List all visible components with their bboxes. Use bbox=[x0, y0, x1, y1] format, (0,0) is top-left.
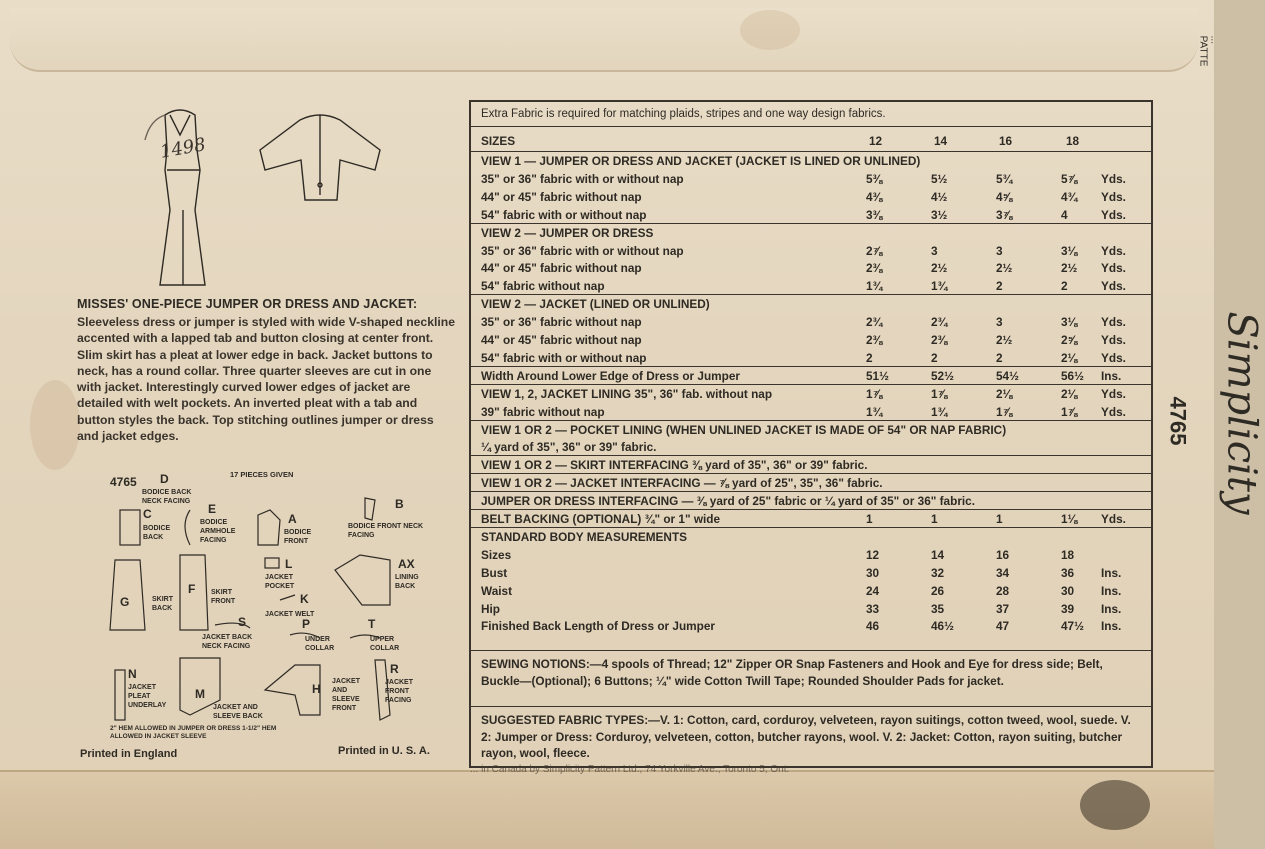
chart-row-label: 35" or 36" fabric without nap bbox=[481, 315, 642, 330]
chart-row-divider bbox=[471, 491, 1151, 492]
handwritten-number: 1498 bbox=[158, 134, 208, 163]
chart-note: Extra Fabric is required for matching plaids, stripes and one way design fabrics. bbox=[481, 108, 886, 120]
chart-row bbox=[471, 530, 1151, 547]
sizes-header-row bbox=[471, 134, 1151, 151]
chart-cell-size-14: 32 bbox=[931, 565, 945, 580]
chart-row-label: Finished Back Length of Dress or Jumper bbox=[481, 619, 716, 634]
chart-row-unit: Yds. bbox=[1101, 243, 1126, 258]
chart-cell-size-18: 56½ bbox=[1061, 368, 1084, 383]
chart-row-label: 44" or 45" fabric without nap bbox=[481, 189, 642, 204]
piece-ax-label: LINING BACK bbox=[395, 574, 419, 590]
chart-row-label: 35" or 36" fabric with or without nap bbox=[481, 171, 684, 186]
piece-ax-letter: AX bbox=[398, 557, 415, 571]
size-16: 16 bbox=[999, 134, 1013, 148]
chart-row-label: Sizes bbox=[481, 547, 512, 562]
piece-h-label: JACKET AND SLEEVE FRONT bbox=[332, 678, 361, 712]
printed-in-england: Printed in England bbox=[80, 748, 178, 760]
chart-cell-size-14: 5½ bbox=[931, 171, 948, 186]
chart-cell-size-18: 3⅛ bbox=[1061, 315, 1078, 330]
fabrics-divider bbox=[471, 706, 1151, 707]
chart-row-label: VIEW 2 — JUMPER OR DRESS bbox=[481, 225, 654, 240]
chart-row-unit: Yds. bbox=[1101, 279, 1126, 294]
fabrics-text: —V. 1: Cotton, card, corduroy, velveteen, rayon suitings, cotton tweed, wool, suede. V. 2: Jumper or Dress: Corduroy, velveteen, cotton, butcher rayons, wool. V. 2: Jacket: Cotton, rayon suiting, butcher rayon, wool, fleece. bbox=[481, 713, 1131, 760]
chart-cell-size-14: 2½ bbox=[931, 261, 948, 276]
chart-row-divider bbox=[471, 384, 1151, 385]
chart-row bbox=[471, 333, 1151, 350]
chart-cell-size-18: 2½ bbox=[1061, 261, 1078, 276]
chart-cell-size-18: 4¾ bbox=[1061, 189, 1078, 204]
chart-row-label: Bust bbox=[481, 565, 508, 580]
chart-row-label: Width Around Lower Edge of Dress or Jumper bbox=[481, 368, 741, 383]
chart-cell-size-12: 2⅜ bbox=[866, 333, 883, 347]
piece-h-letter: H bbox=[312, 682, 321, 696]
chart-row-divider bbox=[471, 366, 1151, 367]
chart-cell-size-16: 3 bbox=[996, 243, 1003, 258]
notions-divider bbox=[471, 650, 1151, 651]
chart-cell-size-16: 3⅞ bbox=[996, 207, 1013, 222]
chart-cell-size-12: 24 bbox=[866, 583, 880, 598]
piece-b-label: BODICE FRONT NECK FACING bbox=[348, 523, 424, 539]
chart-cell-size-16: 2⅛ bbox=[996, 386, 1013, 401]
chart-row-divider bbox=[471, 527, 1151, 528]
chart-cell-size-16: 1⅞ bbox=[996, 404, 1013, 419]
chart-cell-size-14: 3 bbox=[931, 243, 938, 258]
piece-a-letter: A bbox=[288, 512, 297, 526]
piece-l-label: JACKET POCKET bbox=[265, 574, 295, 590]
chart-cell-size-14: 2 bbox=[931, 350, 938, 365]
printed-in-usa: Printed in U. S. A. bbox=[338, 745, 430, 757]
chart-row-label: JUMPER OR DRESS INTERFACING — ⅜ yard of 25" fabric or ¼ yard of 35" or 36" fabric. bbox=[481, 494, 976, 509]
piece-s-label: JACKET BACK NECK FACING bbox=[202, 634, 253, 650]
piece-k-label: JACKET WELT bbox=[265, 611, 315, 618]
fabrics-label: SUGGESTED FABRIC TYPES: bbox=[481, 713, 649, 727]
piece-e-letter: E bbox=[208, 502, 217, 516]
chart-cell-size-18: 2 bbox=[1061, 279, 1068, 294]
chart-row-unit: Ins. bbox=[1101, 583, 1122, 598]
chart-row-label: 44" or 45" fabric without nap bbox=[481, 333, 642, 347]
piece-g-letter: G bbox=[120, 595, 130, 609]
chart-cell-size-18: 1⅞ bbox=[1061, 404, 1078, 419]
chart-cell-size-12: 5⅜ bbox=[866, 171, 883, 186]
chart-row-label: VIEW 1 OR 2 — JACKET INTERFACING — ⅞ yard of 25", 35", 36" fabric. bbox=[481, 476, 883, 491]
chart-row-unit: Yds. bbox=[1101, 171, 1126, 186]
chart-row bbox=[471, 387, 1151, 404]
chart-cell-size-12: 2¾ bbox=[866, 315, 883, 330]
chart-row-label: VIEW 2 — JACKET (LINED OR UNLINED) bbox=[481, 297, 710, 312]
pieces-number: 4765 bbox=[110, 475, 137, 489]
notions-label: SEWING NOTIONS: bbox=[481, 657, 590, 671]
hem-note: 2" HEM ALLOWED IN JUMPER OR DRESS 1-1/2" HEM ALLOWED IN JACKET SLEEVE bbox=[110, 725, 277, 740]
chart-row-divider bbox=[471, 509, 1151, 510]
piece-f-letter: F bbox=[188, 582, 196, 596]
sizes-label: SIZES bbox=[481, 134, 516, 148]
chart-row bbox=[471, 619, 1151, 636]
piece-b-letter: B bbox=[395, 497, 404, 511]
chart-cell-size-18: 2⅛ bbox=[1061, 350, 1078, 365]
chart-cell-size-16: 3 bbox=[996, 315, 1003, 330]
chart-cell-size-14: 35 bbox=[931, 601, 945, 616]
piece-n-letter: N bbox=[128, 667, 137, 681]
chart-row-label: VIEW 1 — JUMPER OR DRESS AND JACKET (JACKET IS LINED OR UNLINED) bbox=[481, 154, 921, 168]
chart-row-divider bbox=[471, 151, 1151, 152]
piece-s-letter: S bbox=[238, 615, 247, 629]
piece-g-label: SKIRT BACK bbox=[152, 596, 173, 612]
chart-row-label: STANDARD BODY MEASUREMENTS bbox=[481, 529, 688, 544]
chart-row-label: Waist bbox=[481, 583, 513, 598]
brand-name: Simplicity bbox=[1218, 311, 1265, 515]
chart-cell-size-18: 36 bbox=[1061, 565, 1075, 580]
piece-d-letter: D bbox=[160, 472, 169, 486]
pattern-number: 4765 bbox=[1165, 396, 1191, 446]
chart-row-label: Hip bbox=[481, 601, 501, 616]
chart-cell-size-14: 26 bbox=[931, 583, 945, 598]
chart-cell-size-16: 28 bbox=[996, 583, 1010, 598]
chart-row-unit: Ins. bbox=[1101, 368, 1122, 383]
piece-f-label: SKIRT FRONT bbox=[211, 589, 236, 605]
piece-e-label: BODICE ARMHOLE FACING bbox=[200, 519, 236, 544]
chart-cell-size-12: 1¾ bbox=[866, 404, 883, 419]
chart-row bbox=[471, 423, 1151, 440]
chart-row-label: ¼ yard of 35", 36" or 39" fabric. bbox=[481, 440, 657, 455]
chart-cell-size-16: 47 bbox=[996, 619, 1010, 634]
chart-cell-size-16: 16 bbox=[996, 547, 1010, 562]
chart-row-divider bbox=[471, 455, 1151, 456]
piece-r-letter: R bbox=[390, 662, 399, 676]
chart-cell-size-12: 4⅜ bbox=[866, 189, 883, 204]
chart-cell-size-12: 2 bbox=[866, 350, 873, 365]
chart-row-unit: Ins. bbox=[1101, 619, 1122, 634]
pieces-diagram bbox=[80, 470, 460, 750]
chart-cell-size-12: 2⅞ bbox=[866, 243, 883, 258]
piece-m-label: JACKET AND SLEEVE BACK bbox=[213, 704, 263, 720]
chart-row-label: 54" fabric without nap bbox=[481, 279, 605, 294]
chart-row-divider bbox=[471, 223, 1151, 224]
piece-l-letter: L bbox=[285, 557, 293, 571]
chart-cell-size-18: 2⅛ bbox=[1061, 386, 1078, 401]
chart-cell-size-14: 52½ bbox=[931, 368, 954, 383]
chart-cell-size-14: 1¾ bbox=[931, 404, 948, 419]
chart-row-unit: Yds. bbox=[1101, 261, 1126, 276]
envelope-top-flap bbox=[10, 8, 1198, 72]
chart-row-unit: Yds. bbox=[1101, 512, 1126, 526]
stain bbox=[740, 10, 800, 50]
chart-row-label: 39" fabric without nap bbox=[481, 404, 605, 419]
chart-divider bbox=[471, 126, 1151, 127]
description-title: MISSES' ONE-PIECE JUMPER OR DRESS AND JACKET: bbox=[77, 297, 418, 311]
chart-row bbox=[471, 154, 1151, 171]
piece-p-letter: P bbox=[302, 617, 311, 631]
chart-row-divider bbox=[471, 420, 1151, 421]
chart-cell-size-18: 4 bbox=[1061, 207, 1068, 222]
chart-row-unit: Yds. bbox=[1101, 189, 1126, 204]
piece-a-label: BODICE FRONT bbox=[284, 529, 312, 545]
chart-cell-size-18: 2⅝ bbox=[1061, 333, 1078, 347]
piece-d-label: BODICE BACK NECK FACING bbox=[142, 489, 192, 505]
chart-cell-size-18: 1⅛ bbox=[1061, 512, 1078, 526]
chart-row bbox=[471, 548, 1151, 565]
chart-cell-size-12: 12 bbox=[866, 547, 880, 562]
size-12: 12 bbox=[869, 134, 883, 148]
envelope-bottom-flap bbox=[0, 770, 1214, 849]
yardage-chart bbox=[469, 100, 1153, 768]
description-body: Sleeveless dress or jumper is styled with wide V-shaped neckline accented with a lapped tab and button closing at center front. Slim skirt has a pleat at lower edge in back. Jacket buttons to neck, has a round collar. Three quarter sleeves are cut in one with jacket. Interestingly curved lower edges of jacket are detailed with welt pockets. An inverted pleat with a tab and button styles the back. Top stitching outlines jumper or dress and jacket edges. bbox=[77, 315, 455, 444]
chart-cell-size-16: 2½ bbox=[996, 333, 1013, 347]
piece-m-letter: M bbox=[195, 687, 205, 701]
pieces-given: 17 PIECES GIVEN bbox=[230, 470, 294, 479]
chart-cell-size-16: 54½ bbox=[996, 368, 1019, 383]
notions-text: —4 spools of Thread; 12" Zipper OR Snap Fasteners and Hook and Eye for dress side; Belt, Buckle—(Optional); 6 Buttons; ¼" wide Cotton Twill Tape; Rounded Shoulder Pads for jacket. bbox=[481, 657, 1103, 688]
chart-row-label: BELT BACKING (OPTIONAL) ¾" or 1" wide bbox=[481, 512, 721, 526]
chart-row-divider bbox=[471, 294, 1151, 295]
chart-row bbox=[471, 584, 1151, 601]
chart-cell-size-18: 18 bbox=[1061, 547, 1075, 562]
chart-row-label: 44" or 45" fabric without nap bbox=[481, 261, 642, 276]
chart-row-label: VIEW 1, 2, JACKET LINING 35", 36" fab. without nap bbox=[481, 386, 773, 401]
piece-p-label: UNDER COLLAR bbox=[305, 636, 335, 652]
chart-row bbox=[471, 297, 1151, 314]
chart-row-label: 54" fabric with or without nap bbox=[481, 207, 647, 222]
chart-cell-size-18: 5⅞ bbox=[1061, 171, 1078, 186]
size-14: 14 bbox=[934, 134, 948, 148]
chart-cell-size-12: 2⅜ bbox=[866, 261, 883, 276]
chart-row-unit: Ins. bbox=[1101, 565, 1122, 580]
chart-cell-size-14: 14 bbox=[931, 547, 945, 562]
chart-cell-size-12: 51½ bbox=[866, 368, 889, 383]
bottom-strip-text: ... in Canada by Simplicity Pattern Ltd., 74 Yorkville Ave., Toronto 5, Ont. bbox=[470, 764, 790, 775]
chart-row bbox=[471, 602, 1151, 619]
chart-row bbox=[471, 244, 1151, 261]
chart-cell-size-12: 1⅞ bbox=[866, 386, 883, 401]
chart-row-label: VIEW 1 OR 2 — POCKET LINING (WHEN UNLINED JACKET IS MADE OF 54" OR NAP FABRIC) bbox=[481, 422, 1007, 437]
chart-cell-size-12: 33 bbox=[866, 601, 880, 616]
chart-cell-size-18: 39 bbox=[1061, 601, 1075, 616]
chart-row bbox=[471, 566, 1151, 583]
chart-cell-size-16: 2 bbox=[996, 279, 1003, 294]
sewing-notions bbox=[481, 656, 1141, 689]
chart-row bbox=[471, 172, 1151, 189]
chart-row-unit: Yds. bbox=[1101, 350, 1126, 365]
chart-row bbox=[471, 226, 1151, 243]
piece-t-label: UPPER COLLAR bbox=[370, 636, 400, 652]
chart-row-unit: Yds. bbox=[1101, 333, 1126, 347]
chart-cell-size-14: 46½ bbox=[931, 619, 954, 634]
chart-row bbox=[471, 315, 1151, 332]
chart-cell-size-12: 1¾ bbox=[866, 279, 883, 294]
chart-cell-size-14: 1 bbox=[931, 512, 938, 526]
chart-cell-size-12: 30 bbox=[866, 565, 880, 580]
edge-text: ... PATTE bbox=[1197, 35, 1220, 67]
chart-row-label: 35" or 36" fabric with or without nap bbox=[481, 243, 684, 258]
chart-row-divider bbox=[471, 473, 1151, 474]
chart-cell-size-16: 4⅝ bbox=[996, 189, 1013, 204]
chart-cell-size-16: 2½ bbox=[996, 261, 1013, 276]
piece-c-letter: C bbox=[143, 507, 152, 521]
piece-t-letter: T bbox=[368, 617, 376, 631]
chart-cell-size-14: 4½ bbox=[931, 189, 948, 204]
chart-cell-size-16: 1 bbox=[996, 512, 1003, 526]
chart-cell-size-16: 34 bbox=[996, 565, 1010, 580]
chart-cell-size-14: 2¾ bbox=[931, 315, 948, 330]
chart-cell-size-14: 3½ bbox=[931, 207, 948, 222]
chart-cell-size-12: 3⅜ bbox=[866, 207, 883, 222]
chart-cell-size-16: 5¾ bbox=[996, 171, 1013, 186]
chart-row-unit: Yds. bbox=[1101, 404, 1126, 419]
chart-cell-size-14: 2⅜ bbox=[931, 333, 948, 347]
chart-row-unit: Yds. bbox=[1101, 386, 1126, 401]
chart-row-label: 54" fabric with or without nap bbox=[481, 350, 647, 365]
suggested-fabrics bbox=[481, 712, 1141, 762]
chart-cell-size-18: 47½ bbox=[1061, 619, 1084, 634]
chart-row bbox=[471, 261, 1151, 278]
chart-row-unit: Ins. bbox=[1101, 601, 1122, 616]
chart-cell-size-18: 3⅛ bbox=[1061, 243, 1078, 258]
chart-row-label: VIEW 1 OR 2 — SKIRT INTERFACING ⅜ yard of 35", 36" or 39" fabric. bbox=[481, 458, 868, 473]
stain bbox=[1080, 780, 1150, 830]
stain bbox=[30, 380, 80, 470]
chart-cell-size-18: 30 bbox=[1061, 583, 1075, 598]
chart-cell-size-12: 1 bbox=[866, 512, 873, 526]
piece-r-label: JACKET FRONT FACING bbox=[385, 679, 414, 704]
piece-n-label: JACKET PLEAT UNDERLAY bbox=[128, 684, 167, 709]
chart-cell-size-14: 1¾ bbox=[931, 279, 948, 294]
chart-row-unit: Yds. bbox=[1101, 315, 1126, 330]
chart-cell-size-14: 1⅞ bbox=[931, 386, 948, 401]
chart-row-unit: Yds. bbox=[1101, 207, 1126, 222]
chart-cell-size-16: 37 bbox=[996, 601, 1010, 616]
piece-k-letter: K bbox=[300, 592, 309, 606]
chart-cell-size-16: 2 bbox=[996, 350, 1003, 365]
chart-cell-size-12: 46 bbox=[866, 619, 880, 634]
piece-c-label: BODICE BACK bbox=[143, 525, 171, 541]
size-18: 18 bbox=[1066, 134, 1080, 148]
chart-row bbox=[471, 190, 1151, 207]
